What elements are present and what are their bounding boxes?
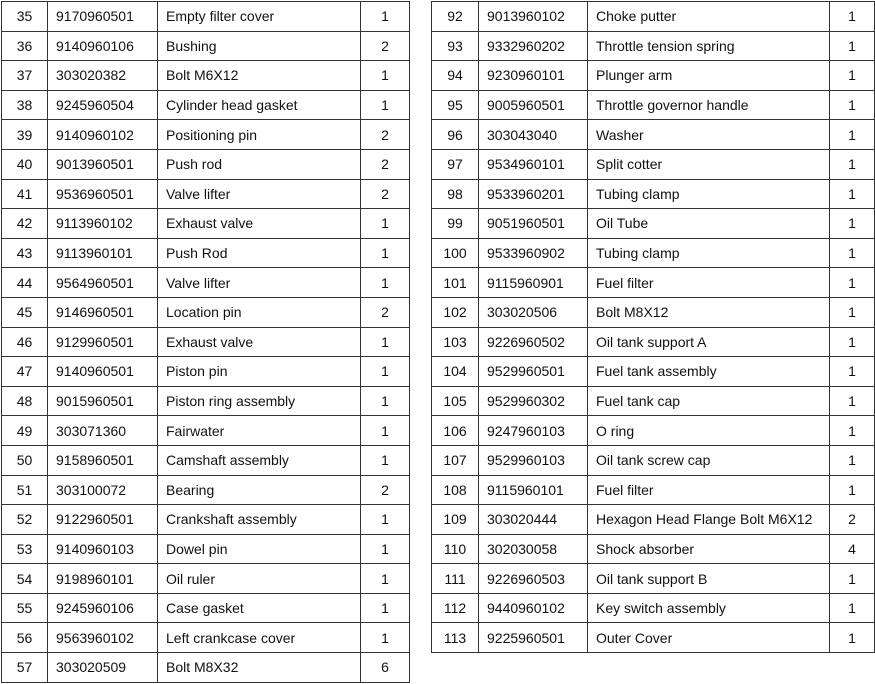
part-code-cell: 9122960501	[48, 505, 158, 535]
table-row	[432, 31, 875, 61]
part-name-cell: Crankshaft assembly	[158, 505, 361, 535]
table-row	[432, 149, 875, 179]
part-code-cell: 9245960504	[48, 90, 158, 120]
part-name-cell: Washer	[588, 120, 830, 150]
item-number-cell: 92	[432, 2, 479, 32]
table-row	[2, 238, 410, 268]
item-number-cell: 47	[2, 357, 48, 387]
part-name-cell: Exhaust valve	[158, 209, 361, 239]
item-number-cell: 54	[2, 564, 48, 594]
part-code-cell: 9533960902	[479, 238, 588, 268]
item-number-cell: 105	[432, 386, 479, 416]
quantity-cell: 1	[830, 238, 875, 268]
part-code-cell: 303020382	[48, 61, 158, 91]
item-number-cell: 44	[2, 268, 48, 298]
quantity-cell: 1	[830, 623, 875, 653]
table-row	[2, 593, 410, 623]
item-number-cell: 53	[2, 534, 48, 564]
part-name-cell: Valve lifter	[158, 268, 361, 298]
part-name-cell: Throttle tension spring	[588, 31, 830, 61]
part-code-cell: 9051960501	[479, 209, 588, 239]
quantity-cell: 1	[361, 61, 410, 91]
part-code-cell: 9146960501	[48, 297, 158, 327]
quantity-cell: 1	[361, 238, 410, 268]
table-row	[2, 268, 410, 298]
quantity-cell: 2	[361, 31, 410, 61]
part-code-cell: 9226960502	[479, 327, 588, 357]
item-number-cell: 43	[2, 238, 48, 268]
part-code-cell: 9015960501	[48, 386, 158, 416]
item-number-cell: 101	[432, 268, 479, 298]
table-row	[2, 653, 410, 683]
quantity-cell: 2	[361, 120, 410, 150]
parts-table-right	[431, 1, 875, 653]
quantity-cell: 1	[830, 386, 875, 416]
table-row	[432, 357, 875, 387]
item-number-cell: 40	[2, 149, 48, 179]
part-code-cell: 9140960501	[48, 357, 158, 387]
quantity-cell: 1	[361, 386, 410, 416]
quantity-cell: 2	[361, 149, 410, 179]
parts-table-right-body	[432, 2, 875, 653]
table-row	[2, 179, 410, 209]
part-name-cell: Push rod	[158, 149, 361, 179]
part-name-cell: Location pin	[158, 297, 361, 327]
item-number-cell: 56	[2, 623, 48, 653]
quantity-cell: 1	[361, 268, 410, 298]
item-number-cell: 93	[432, 31, 479, 61]
part-code-cell: 9245960106	[48, 593, 158, 623]
part-code-cell: 9013960102	[479, 2, 588, 32]
part-code-cell: 9563960102	[48, 623, 158, 653]
part-name-cell: Exhaust valve	[158, 327, 361, 357]
quantity-cell: 4	[830, 534, 875, 564]
part-code-cell: 9115960101	[479, 475, 588, 505]
item-number-cell: 95	[432, 90, 479, 120]
item-number-cell: 38	[2, 90, 48, 120]
item-number-cell: 46	[2, 327, 48, 357]
item-number-cell: 45	[2, 297, 48, 327]
quantity-cell: 1	[361, 327, 410, 357]
table-row	[2, 534, 410, 564]
part-name-cell: O ring	[588, 416, 830, 446]
part-code-cell: 9129960501	[48, 327, 158, 357]
part-code-cell: 303020506	[479, 297, 588, 327]
table-row	[432, 623, 875, 653]
part-name-cell: Fuel tank assembly	[588, 357, 830, 387]
item-number-cell: 106	[432, 416, 479, 446]
item-number-cell: 55	[2, 593, 48, 623]
part-code-cell: 9564960501	[48, 268, 158, 298]
table-row	[432, 593, 875, 623]
item-number-cell: 37	[2, 61, 48, 91]
quantity-cell: 2	[361, 179, 410, 209]
table-row	[432, 61, 875, 91]
quantity-cell: 1	[830, 327, 875, 357]
quantity-cell: 1	[830, 445, 875, 475]
quantity-cell: 1	[830, 416, 875, 446]
quantity-cell: 1	[830, 31, 875, 61]
part-name-cell: Oil tank screw cap	[588, 445, 830, 475]
quantity-cell: 1	[361, 357, 410, 387]
quantity-cell: 1	[830, 209, 875, 239]
table-row	[2, 297, 410, 327]
part-name-cell: Key switch assembly	[588, 593, 830, 623]
part-name-cell: Positioning pin	[158, 120, 361, 150]
quantity-cell: 1	[830, 149, 875, 179]
part-name-cell: Case gasket	[158, 593, 361, 623]
part-code-cell: 9529960501	[479, 357, 588, 387]
part-code-cell: 9440960102	[479, 593, 588, 623]
part-name-cell: Valve lifter	[158, 179, 361, 209]
table-row	[432, 2, 875, 32]
item-number-cell: 108	[432, 475, 479, 505]
part-code-cell: 9113960101	[48, 238, 158, 268]
quantity-cell: 1	[361, 209, 410, 239]
part-code-cell: 9113960102	[48, 209, 158, 239]
table-row	[2, 120, 410, 150]
part-code-cell: 9529960103	[479, 445, 588, 475]
part-name-cell: Cylinder head gasket	[158, 90, 361, 120]
item-number-cell: 109	[432, 505, 479, 535]
item-number-cell: 49	[2, 416, 48, 446]
part-code-cell: 9332960202	[479, 31, 588, 61]
part-name-cell: Plunger arm	[588, 61, 830, 91]
quantity-cell: 6	[361, 653, 410, 683]
item-number-cell: 52	[2, 505, 48, 535]
item-number-cell: 103	[432, 327, 479, 357]
quantity-cell: 1	[830, 2, 875, 32]
quantity-cell: 2	[361, 297, 410, 327]
table-row	[432, 179, 875, 209]
part-name-cell: Left crankcase cover	[158, 623, 361, 653]
table-row	[2, 475, 410, 505]
item-number-cell: 102	[432, 297, 479, 327]
table-row	[2, 61, 410, 91]
item-number-cell: 57	[2, 653, 48, 683]
quantity-cell: 1	[830, 120, 875, 150]
part-code-cell: 9529960302	[479, 386, 588, 416]
quantity-cell: 1	[361, 623, 410, 653]
item-number-cell: 94	[432, 61, 479, 91]
part-code-cell: 303100072	[48, 475, 158, 505]
table-row	[2, 445, 410, 475]
part-code-cell: 9140960102	[48, 120, 158, 150]
table-row	[432, 475, 875, 505]
item-number-cell: 48	[2, 386, 48, 416]
quantity-cell: 1	[361, 2, 410, 32]
part-name-cell: Throttle governor handle	[588, 90, 830, 120]
table-row	[432, 416, 875, 446]
table-row	[2, 623, 410, 653]
part-name-cell: Camshaft assembly	[158, 445, 361, 475]
part-code-cell: 9140960106	[48, 31, 158, 61]
quantity-cell: 1	[361, 564, 410, 594]
part-code-cell: 9158960501	[48, 445, 158, 475]
part-code-cell: 9226960503	[479, 564, 588, 594]
part-name-cell: Oil tank support B	[588, 564, 830, 594]
table-row	[2, 386, 410, 416]
table-row	[432, 327, 875, 357]
item-number-cell: 99	[432, 209, 479, 239]
item-number-cell: 97	[432, 149, 479, 179]
item-number-cell: 113	[432, 623, 479, 653]
table-row	[432, 534, 875, 564]
item-number-cell: 41	[2, 179, 48, 209]
part-name-cell: Tubing clamp	[588, 238, 830, 268]
item-number-cell: 110	[432, 534, 479, 564]
table-row	[2, 2, 410, 32]
quantity-cell: 1	[830, 268, 875, 298]
part-name-cell: Tubing clamp	[588, 179, 830, 209]
part-name-cell: Fuel filter	[588, 268, 830, 298]
table-row	[2, 31, 410, 61]
part-code-cell: 9534960101	[479, 149, 588, 179]
part-name-cell: Oil ruler	[158, 564, 361, 594]
quantity-cell: 1	[830, 475, 875, 505]
part-name-cell: Bolt M8X32	[158, 653, 361, 683]
quantity-cell: 2	[830, 505, 875, 535]
table-row	[432, 120, 875, 150]
part-code-cell: 9230960101	[479, 61, 588, 91]
table-row	[432, 505, 875, 535]
quantity-cell: 1	[830, 564, 875, 594]
table-row	[432, 238, 875, 268]
part-name-cell: Bolt M6X12	[158, 61, 361, 91]
part-name-cell: Outer Cover	[588, 623, 830, 653]
part-name-cell: Dowel pin	[158, 534, 361, 564]
table-row	[432, 268, 875, 298]
table-row	[432, 386, 875, 416]
quantity-cell: 1	[830, 90, 875, 120]
part-name-cell: Piston pin	[158, 357, 361, 387]
table-row	[2, 327, 410, 357]
item-number-cell: 100	[432, 238, 479, 268]
table-row	[2, 505, 410, 535]
quantity-cell: 1	[830, 297, 875, 327]
part-name-cell: Oil Tube	[588, 209, 830, 239]
part-name-cell: Shock absorber	[588, 534, 830, 564]
table-row	[432, 209, 875, 239]
part-name-cell: Piston ring assembly	[158, 386, 361, 416]
item-number-cell: 104	[432, 357, 479, 387]
table-row	[2, 357, 410, 387]
quantity-cell: 1	[361, 445, 410, 475]
quantity-cell: 1	[361, 534, 410, 564]
quantity-cell: 1	[361, 505, 410, 535]
part-code-cell: 9115960901	[479, 268, 588, 298]
item-number-cell: 42	[2, 209, 48, 239]
part-name-cell: Fairwater	[158, 416, 361, 446]
part-code-cell: 9247960103	[479, 416, 588, 446]
table-row	[2, 90, 410, 120]
part-name-cell: Fuel filter	[588, 475, 830, 505]
quantity-cell: 1	[361, 90, 410, 120]
part-name-cell: Choke putter	[588, 2, 830, 32]
part-name-cell: Split cotter	[588, 149, 830, 179]
part-code-cell: 9013960501	[48, 149, 158, 179]
quantity-cell: 1	[830, 357, 875, 387]
part-code-cell: 302030058	[479, 534, 588, 564]
item-number-cell: 36	[2, 31, 48, 61]
part-name-cell: Bearing	[158, 475, 361, 505]
item-number-cell: 96	[432, 120, 479, 150]
quantity-cell: 1	[361, 593, 410, 623]
item-number-cell: 112	[432, 593, 479, 623]
part-code-cell: 303043040	[479, 120, 588, 150]
item-number-cell: 35	[2, 2, 48, 32]
table-row	[432, 564, 875, 594]
part-code-cell: 303020444	[479, 505, 588, 535]
table-row	[432, 297, 875, 327]
item-number-cell: 98	[432, 179, 479, 209]
part-code-cell: 9140960103	[48, 534, 158, 564]
part-name-cell: Bushing	[158, 31, 361, 61]
item-number-cell: 50	[2, 445, 48, 475]
table-row	[432, 90, 875, 120]
table-row	[2, 564, 410, 594]
parts-table-left-body	[2, 2, 410, 683]
item-number-cell: 107	[432, 445, 479, 475]
part-name-cell: Oil tank support A	[588, 327, 830, 357]
part-code-cell: 9005960501	[479, 90, 588, 120]
part-code-cell: 9225960501	[479, 623, 588, 653]
table-row	[2, 416, 410, 446]
quantity-cell: 1	[830, 179, 875, 209]
part-code-cell: 303020509	[48, 653, 158, 683]
item-number-cell: 39	[2, 120, 48, 150]
part-code-cell: 303071360	[48, 416, 158, 446]
part-name-cell: Bolt M8X12	[588, 297, 830, 327]
part-code-cell: 9536960501	[48, 179, 158, 209]
item-number-cell: 111	[432, 564, 479, 594]
item-number-cell: 51	[2, 475, 48, 505]
table-row	[432, 445, 875, 475]
quantity-cell: 1	[830, 593, 875, 623]
part-name-cell: Hexagon Head Flange Bolt M6X12	[588, 505, 830, 535]
table-row	[2, 149, 410, 179]
part-name-cell: Push Rod	[158, 238, 361, 268]
quantity-cell: 2	[361, 475, 410, 505]
table-row	[2, 209, 410, 239]
part-name-cell: Empty filter cover	[158, 2, 361, 32]
parts-table-left	[1, 1, 410, 683]
part-name-cell: Fuel tank cap	[588, 386, 830, 416]
part-code-cell: 9533960201	[479, 179, 588, 209]
quantity-cell: 1	[361, 416, 410, 446]
quantity-cell: 1	[830, 61, 875, 91]
part-code-cell: 9198960101	[48, 564, 158, 594]
part-code-cell: 9170960501	[48, 2, 158, 32]
